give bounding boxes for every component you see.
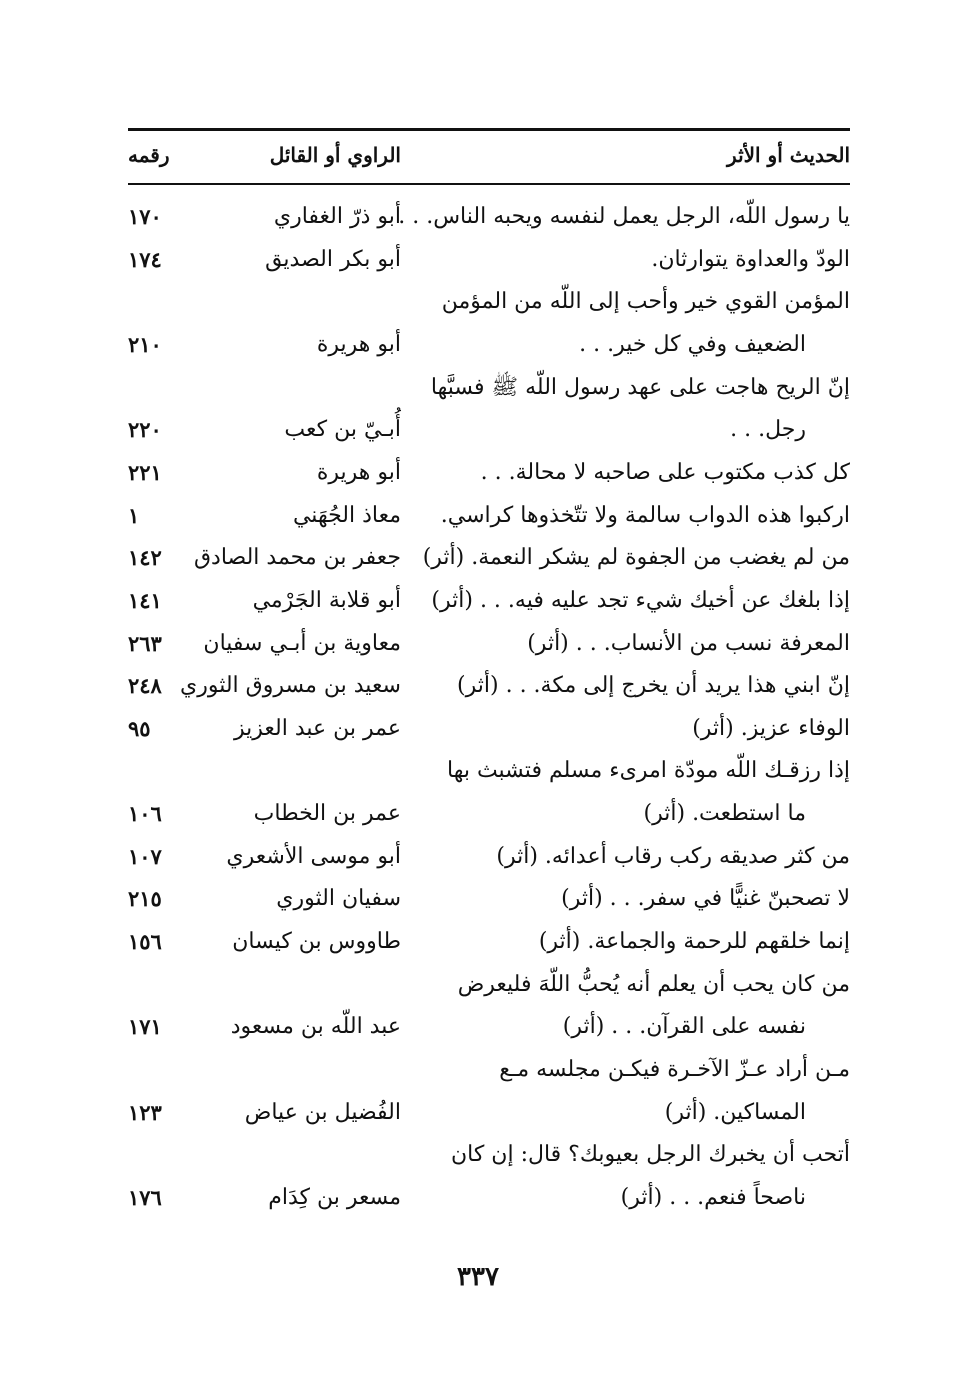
hadith-text: ناصحاً فنعم. . . (أثر)	[620, 1184, 806, 1210]
table-row	[0, 669, 956, 703]
table-row	[0, 328, 956, 362]
hadith-text: من لم يغضب من الجفوة لم يشكر النعمة. (أثر)	[422, 545, 850, 571]
header-rule	[128, 183, 850, 185]
table-row	[0, 712, 956, 746]
hadith-text: اركبوا هذه الدواب سالمة ولا تتّخذوها كراسي.	[440, 502, 850, 528]
hadith-number: ١٧١	[128, 1014, 162, 1040]
hadith-number: ٢٢٠	[128, 417, 162, 443]
table-row	[0, 243, 956, 277]
hadith-text: من كان يحب أن يعلم أنه يُحبُّ اللّهَ فليعرض	[457, 971, 850, 997]
narrator-name: طاووس بن كيسان	[232, 929, 401, 955]
narrator-name: سفيان الثوري	[276, 886, 401, 912]
hadith-text: أتحب أن يخبرك الرجل بعيوبك؟ قال: إن كان	[450, 1142, 850, 1168]
hadith-number: ١٥٦	[128, 929, 162, 955]
hadith-number: ٩٥	[128, 715, 151, 741]
table-row	[0, 882, 956, 916]
table-row	[0, 1096, 956, 1130]
table-row	[0, 584, 956, 618]
narrator-name: مسعر بن كِدَام	[268, 1184, 401, 1210]
hadith-text: ما استطعت. (أثر)	[643, 801, 806, 827]
table-row	[0, 456, 956, 490]
hadith-text: رجل. . .	[730, 417, 806, 443]
hadith-text: يا رسول اللّه، الرجل يعمل لنفسه ويحبه الناس. . .	[398, 204, 850, 229]
hadith-number: ١	[128, 502, 140, 528]
hadith-text: الودّ والعداوة يتوارثان.	[651, 246, 850, 272]
table-row	[0, 285, 956, 319]
hadith-number: ١٤١	[128, 587, 162, 613]
table-row	[0, 840, 956, 874]
hadith-text: المؤمن القوي خير وأحب إلى اللّه من المؤمن	[441, 289, 850, 315]
table-row	[0, 1138, 956, 1172]
hadith-number: ١٧٠	[128, 204, 162, 229]
table-row	[0, 1053, 956, 1087]
hadith-text: إذا بلغك عن أخيك شيء تجد عليه فيه. . . (أثر)	[431, 587, 850, 613]
narrator-name: عبد اللّه بن مسعود	[230, 1014, 401, 1040]
page-number: ٣٣٧	[457, 1262, 499, 1292]
narrator-name: عمر بن الخطاب	[253, 801, 401, 827]
hadith-text: المعرفة نسب من الأنساب. . . (أثر)	[527, 630, 850, 656]
hadith-number	[128, 1053, 176, 1087]
hadith-number	[128, 968, 176, 1002]
hadith-text: إنّ الريح هاجت على عهد رسول اللّه ﷺ فسبَّها	[430, 374, 850, 400]
narrator-name: أبو هريرة	[316, 459, 401, 485]
table-row	[0, 413, 956, 447]
narrator-name: أبو بكر الصديق	[265, 246, 401, 272]
hadith-number: ١٧٦	[128, 1184, 162, 1210]
table-row	[0, 200, 956, 234]
hadith-number: ٢١٥	[128, 886, 162, 912]
narrator-name: معاذ الجُهَني	[292, 502, 401, 528]
table-row	[0, 499, 956, 533]
table-row	[0, 627, 956, 661]
hadith-number: ٢٦٣	[128, 630, 162, 656]
hadith-number	[128, 1138, 176, 1172]
narrator-name: أبو موسى الأشعري	[226, 843, 401, 869]
hadith-text: نفسه على القرآن. . . (أثر)	[562, 1014, 806, 1040]
table-row	[0, 1010, 956, 1044]
hadith-text: من كثر صديقه ركب رقاب أعدائه. (أثر)	[496, 843, 850, 869]
table-row	[0, 925, 956, 959]
hadith-number: ١٢٣	[128, 1099, 162, 1125]
hadith-number	[128, 371, 176, 405]
narrator-name: أبو ذرّ الغفاري	[273, 204, 401, 229]
table-row	[0, 371, 956, 405]
hadith-number: ٢٤٨	[128, 673, 162, 699]
narrator-name: أبو قلابة الجَرْمي	[252, 587, 401, 613]
table-row	[0, 1181, 956, 1215]
hadith-text: المساكين. (أثر)	[664, 1099, 806, 1125]
hadith-number: ١٠٧	[128, 843, 162, 869]
hadith-number: ٢٢١	[128, 459, 162, 485]
header-narrator-label: الراوي أو القائل	[269, 143, 401, 167]
hadith-text: إذا رزقـك اللّه مودّة امرىء مسلم فتشبث بها	[446, 758, 850, 784]
narrator-name: سعيد بن مسروق الثوري	[180, 673, 401, 699]
narrator-name: أبو هريرة	[316, 331, 401, 357]
narrator-name: أُبـيّ بن كعب	[284, 417, 401, 443]
narrator-name: جعفر بن محمد الصادق	[193, 545, 401, 571]
header-number-label: رقمه	[128, 143, 170, 167]
hadith-number: ١٧٤	[128, 246, 162, 272]
hadith-text: إنما خلقهم للرحمة والجماعة. (أثر)	[538, 929, 850, 955]
hadith-number: ١٤٢	[128, 545, 162, 571]
hadith-text: الضعيف وفي كل خير. . .	[579, 331, 806, 357]
hadith-text: كل كذب مكتوب على صاحبه لا محالة. . .	[480, 459, 850, 485]
table-row	[0, 797, 956, 831]
hadith-text: إنّ ابني هذا يريد أن يخرج إلى مكة. . . (أثر)	[457, 673, 850, 699]
hadith-number	[128, 285, 176, 319]
hadith-text: الوفاء عزيز. (أثر)	[692, 715, 850, 741]
hadith-text: لا تصحبنّ غنيًّا في سفر. . . (أثر)	[561, 886, 850, 912]
hadith-number: ٢١٠	[128, 331, 162, 357]
header-text-label: الحديث أو الأثر	[727, 143, 850, 167]
hadith-number: ١٠٦	[128, 801, 162, 827]
narrator-name: الفُضيل بن عياض	[244, 1099, 401, 1125]
table-row	[0, 754, 956, 788]
hadith-number	[128, 754, 176, 788]
top-rule	[128, 128, 850, 131]
table-row	[0, 968, 956, 1002]
narrator-name: معاوية بن أبـي سفيان	[203, 630, 401, 656]
narrator-name: عمر بن عبد العزيز	[234, 715, 401, 741]
table-row	[0, 541, 956, 575]
hadith-text: مـن أراد عـزّ الآخـرة فيكـن مجلسه مـع	[499, 1057, 850, 1082]
